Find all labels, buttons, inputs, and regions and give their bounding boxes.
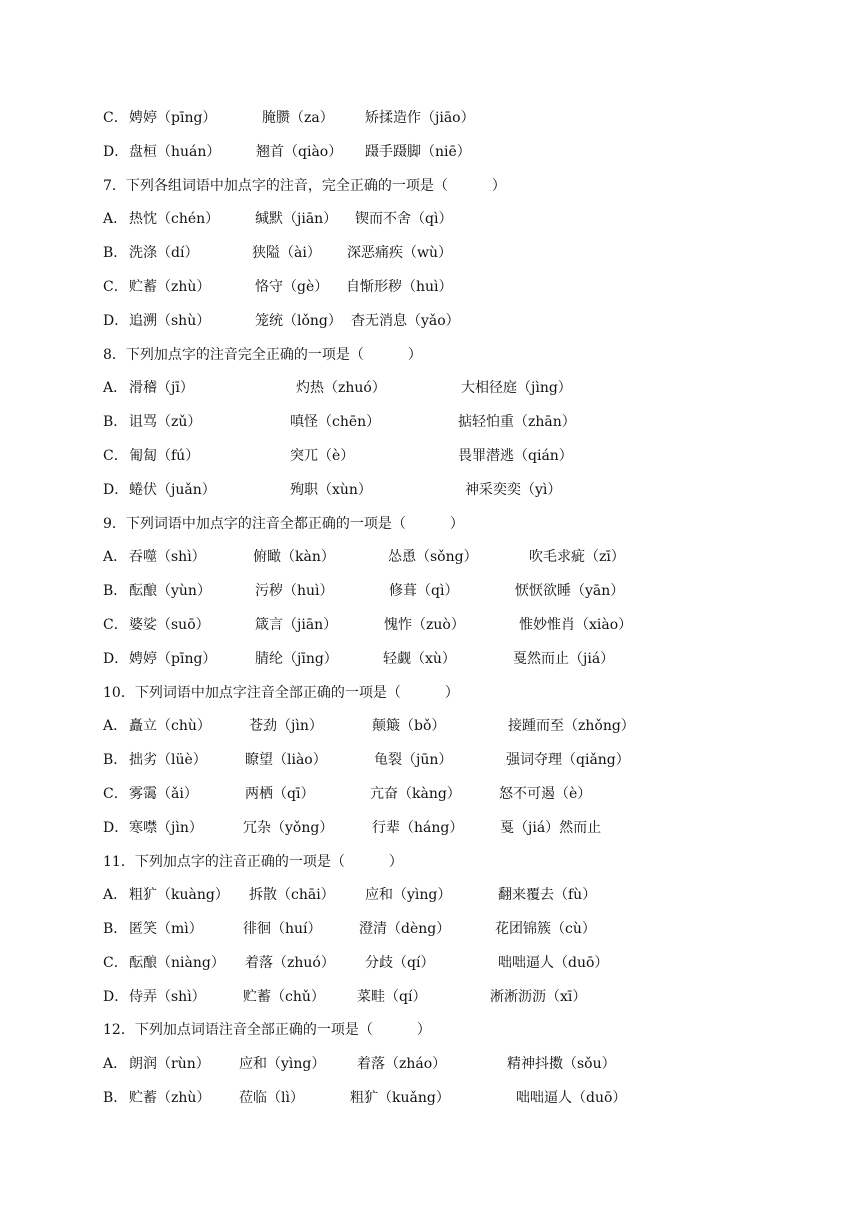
option-item: 亢奋（kàng） [370, 786, 461, 802]
option-item: 自惭形秽（huì） [346, 279, 453, 295]
option-item: 颠簸（bǒ） [372, 718, 446, 734]
option-label: C． [103, 279, 128, 295]
option-item: 淅淅沥沥（xī） [490, 989, 587, 1005]
option-item: 应和（yìng） [239, 1056, 326, 1072]
option-item: 灼热（zhuó） [296, 380, 386, 396]
option-label: D． [103, 820, 129, 836]
option-item: 怂恿（sǒng） [388, 549, 478, 565]
option-item: 婆娑（suō） [129, 617, 210, 633]
option-item: 滑稽（jī） [129, 380, 194, 396]
option-item: 寒噤（jìn） [129, 820, 203, 836]
option-item: 杳无消息（yǎo） [351, 313, 460, 329]
question-text: 11．下列加点字的注音正确的一项是（ [103, 854, 345, 870]
option-item: 两栖（qī） [245, 786, 315, 802]
option-label: B． [103, 583, 128, 599]
option-item: 蜷伏（juǎn） [129, 482, 216, 498]
option-label: D． [103, 313, 129, 329]
question-close-paren: ） [449, 516, 464, 532]
option-item: 徘徊（huí） [243, 921, 322, 937]
option-label: A． [103, 887, 128, 903]
option-item: 行辈（háng） [372, 820, 464, 836]
option-item: 腈纶（jīng） [255, 651, 338, 667]
option-item: 俯瞰（kàn） [253, 549, 335, 565]
option-item: 污秽（huì） [255, 583, 334, 599]
option-item: 盘桓（huán） [129, 144, 221, 160]
option-item: 吹毛求疵（zī） [529, 549, 625, 565]
option-item: 翻来覆去（fù） [498, 887, 597, 903]
option-item: 着落（zhuó） [245, 955, 335, 971]
option-label: A． [103, 211, 128, 227]
option-label: A． [103, 1056, 128, 1072]
option-item: 接踵而至（zhǒng） [508, 718, 635, 734]
option-label: D． [103, 989, 129, 1005]
option-item: 着落（zháo） [357, 1056, 447, 1072]
option-item: 娉婷（pīng） [129, 651, 217, 667]
option-item: 蹑手蹑脚（niē） [365, 144, 471, 160]
option-label: C． [103, 955, 128, 971]
option-label: B． [103, 414, 128, 430]
option-item: 掂轻怕重（zhān） [458, 414, 576, 430]
option-item: 酝酿（niàng） [129, 955, 225, 971]
option-item: 诅骂（zǔ） [129, 414, 202, 430]
option-label: C． [103, 617, 128, 633]
option-item: 匍匐（fú） [129, 448, 200, 464]
question-close-paren: ） [491, 178, 506, 194]
option-item: 菜畦（qí） [357, 989, 427, 1005]
question-9 [103, 512, 464, 536]
option-label: B． [103, 1090, 128, 1106]
question-7 [103, 174, 506, 198]
option-label: C． [103, 110, 128, 126]
option-item: 恹恹欲睡（yān） [515, 583, 625, 599]
question-text: 8．下列加点字的注音完全正确的一项是（ [103, 347, 364, 363]
option-label: D． [103, 144, 129, 160]
option-item: 轻觑（xù） [383, 651, 456, 667]
option-label: A． [103, 549, 128, 565]
option-item: 强词夺理（qiǎng） [506, 752, 630, 768]
option-item: 贮蓄（chǔ） [243, 989, 325, 1005]
option-item: 贮蓄（zhù） [129, 279, 211, 295]
option-item: 贮蓄（zhù） [129, 1090, 211, 1106]
option-label: C． [103, 448, 128, 464]
option-item: 娉婷（pīng） [129, 110, 217, 126]
option-item: 侍弄（shì） [129, 989, 206, 1005]
option-item: 缄默（jiān） [255, 211, 338, 227]
option-item: 热忱（chén） [129, 211, 220, 227]
option-item: 矗立（chù） [129, 718, 211, 734]
question-close-paren: ） [407, 347, 422, 363]
option-item: 恪守（gè） [255, 279, 329, 295]
option-item: 神采奕奕（yì） [465, 482, 562, 498]
option-item: 吞噬（shì） [129, 549, 206, 565]
option-item: 粗犷（kuǎng） [350, 1090, 450, 1106]
option-item: 殉职（xùn） [290, 482, 372, 498]
option-item: 矫揉造作（jiāo） [365, 110, 475, 126]
option-label: C． [103, 786, 128, 802]
option-item: 突兀（è） [290, 448, 355, 464]
option-item: 龟裂（jūn） [374, 752, 453, 768]
option-label: B． [103, 921, 128, 937]
option-item: 雾霭（ǎi） [129, 786, 198, 802]
question-text: 9．下列词语中加点字的注音全都正确的一项是（ [103, 516, 406, 532]
option-label: A． [103, 718, 128, 734]
option-item: 苍劲（jìn） [249, 718, 323, 734]
option-item: 应和（yìng） [365, 887, 452, 903]
option-item: 箴言（jiān） [255, 617, 338, 633]
option-item: 嗔怪（chēn） [290, 414, 381, 430]
question-10 [103, 681, 459, 705]
option-item: 莅临（lì） [239, 1090, 304, 1106]
option-item: 修葺（qì） [389, 583, 459, 599]
question-close-paren: ） [444, 685, 459, 701]
option-item: 锲而不舍（qì） [355, 211, 453, 227]
question-close-paren: ） [416, 1022, 431, 1038]
option-item: 分歧（qí） [365, 955, 435, 971]
option-item: 戛然而止（jiá） [513, 651, 615, 667]
option-item: 追溯（shù） [129, 313, 211, 329]
option-label: B． [103, 752, 128, 768]
option-item: 笼统（lǒng） [255, 313, 342, 329]
option-item: 拆散（chāi） [249, 887, 335, 903]
option-item: 深恶痛疾（wù） [347, 245, 452, 261]
option-item: 酝酿（yùn） [129, 583, 211, 599]
option-item: 粗犷（kuàng） [129, 887, 229, 903]
option-label: D． [103, 651, 129, 667]
option-item: 畏罪潜逃（qián） [458, 448, 573, 464]
option-item: 愧怍（zuò） [384, 617, 465, 633]
option-label: D． [103, 482, 129, 498]
option-item: 腌臜（za） [262, 110, 334, 126]
question-12 [103, 1018, 431, 1042]
option-item: 怒不可遏（è） [499, 786, 592, 802]
question-text: 7．下列各组词语中加点字的注音，完全正确的一项是（ [103, 178, 448, 194]
option-item: 冗杂（yǒng） [243, 820, 334, 836]
option-item: 咄咄逼人（duō） [498, 955, 609, 971]
question-11 [103, 850, 403, 874]
question-close-paren: ） [388, 854, 403, 870]
option-item: 精神抖擞（sǒu） [507, 1056, 616, 1072]
option-item: 戛（jiá）然而止 [500, 820, 602, 836]
option-item: 洗涤（dí） [129, 245, 199, 261]
option-item: 惟妙惟肖（xiào） [519, 617, 633, 633]
option-item: 澄清（dèng） [359, 921, 451, 937]
option-item: 咄咄逼人（duō） [516, 1090, 627, 1106]
question-text: 10．下列词语中加点字注音全部正确的一项是（ [103, 685, 401, 701]
option-item: 狭隘（ài） [252, 245, 321, 261]
option-item: 花团锦簇（cù） [495, 921, 596, 937]
option-label: A． [103, 380, 128, 396]
option-item: 大相径庭（jìng） [461, 380, 572, 396]
option-item: 拙劣（lüè） [129, 752, 207, 768]
option-label: B． [103, 245, 128, 261]
option-item: 朗润（rùn） [129, 1056, 210, 1072]
option-item: 瞭望（liào） [245, 752, 327, 768]
option-item: 翘首（qiào） [256, 144, 343, 160]
question-text: 12．下列加点词语注音全部正确的一项是（ [103, 1022, 373, 1038]
option-item: 匿笑（mì） [129, 921, 203, 937]
question-8 [103, 343, 422, 367]
